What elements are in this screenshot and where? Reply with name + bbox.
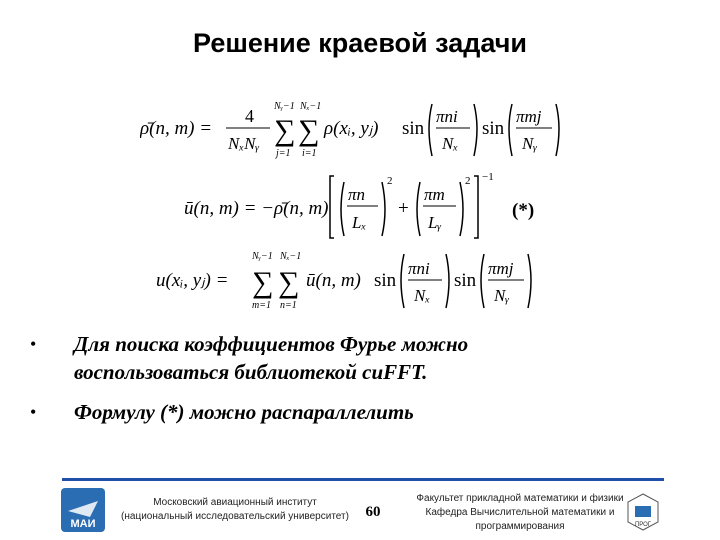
formula-u-power-b: 2 bbox=[465, 175, 471, 187]
formula-u-sin1-den: Nₓ bbox=[414, 286, 431, 305]
formula-rho-sin2-num: πmj bbox=[516, 107, 542, 126]
page-number: 60 bbox=[365, 504, 381, 520]
plus-sign: + bbox=[398, 198, 409, 219]
formula-u-sum2-top: Nₓ−1 bbox=[280, 251, 302, 262]
sum-sign: ∑ bbox=[298, 114, 320, 147]
formula-u-term2-num: πm bbox=[424, 185, 445, 204]
footer-faculty-line2: Кафедра Вычислительной математики и bbox=[425, 507, 615, 518]
mai-logo bbox=[60, 487, 106, 533]
footer-institute bbox=[110, 496, 360, 524]
formula-rho-hat bbox=[140, 96, 570, 164]
formula-u-term1-den: Lₓ bbox=[352, 213, 367, 232]
footer-institute-line2: (национальный исследовательский университет) bbox=[121, 511, 349, 522]
footer-faculty bbox=[404, 492, 636, 534]
sum-sign: ∑ bbox=[252, 266, 274, 299]
formula-u-hat-lhs: ū(n, m) = −ρ̄(n, m) bbox=[184, 198, 329, 219]
formula-u-sin2-den: Nᵧ bbox=[494, 286, 510, 305]
footer-institute-line1: Московский авиационный институт bbox=[153, 497, 317, 508]
footer-faculty-line1: Факультет прикладной математики и физики bbox=[416, 493, 624, 504]
sin-label: sin bbox=[402, 118, 425, 139]
sum-sign: ∑ bbox=[278, 266, 300, 299]
formula-u-hat bbox=[184, 170, 514, 244]
formula-rho-sum1-top: Nᵧ−1 bbox=[274, 101, 295, 112]
formula-star-label: (*) bbox=[512, 200, 535, 221]
sin-label: sin bbox=[482, 118, 505, 139]
formula-rho-body: ρ(xᵢ, yⱼ) bbox=[324, 118, 379, 139]
formula-rho-lhs: ρ̄(n, m) = bbox=[140, 118, 213, 139]
sin-label: sin bbox=[454, 270, 477, 291]
formula-u-body: ū(n, m) bbox=[306, 270, 361, 291]
bullet-marker: • bbox=[30, 334, 37, 354]
formula-rho-sin1-den: Nₓ bbox=[442, 134, 459, 153]
formula-u-sum1-top: Nᵧ−1 bbox=[252, 251, 273, 262]
formula-u-term1-num: πn bbox=[348, 185, 366, 204]
formula-u-sum2-bottom: n=1 bbox=[280, 300, 297, 311]
sin-label: sin bbox=[374, 270, 397, 291]
formula-u-sin2-num: πmj bbox=[488, 259, 514, 278]
formula-rho-factor-num: 4 bbox=[245, 106, 254, 126]
formula-rho-sum2-top: Nₓ−1 bbox=[300, 101, 322, 112]
formula-rho-sin2-den: Nᵧ bbox=[522, 134, 538, 153]
formula-rho-factor-den: NₓNᵧ bbox=[228, 134, 260, 153]
slide-title: Решение краевой задачи bbox=[192, 28, 527, 58]
formula-u-term2-den: Lᵧ bbox=[428, 213, 442, 232]
department-logo bbox=[626, 492, 660, 532]
formula-rho-sum2-bottom: i=1 bbox=[302, 148, 317, 159]
formula-u-sin1-num: πni bbox=[408, 259, 430, 278]
mai-logo-text: МАИ bbox=[70, 518, 96, 530]
formula-rho-sin1-num: πni bbox=[436, 107, 458, 126]
formula-u-sum1-bottom: m=1 bbox=[252, 300, 271, 311]
footer-faculty-line3: программирования bbox=[475, 521, 565, 532]
department-logo-text: ПРОГ bbox=[634, 522, 652, 528]
formula-u-power-a: 2 bbox=[387, 175, 393, 187]
formula-rho-sum1-bottom: j=1 bbox=[276, 148, 291, 159]
sum-sign: ∑ bbox=[274, 114, 296, 147]
bullet-text: Формулу (*) можно распараллелить bbox=[74, 400, 414, 424]
bullet-marker: • bbox=[30, 402, 37, 422]
bullet-text: Для поиска коэффициентов Фурье можно воспользоваться библиотекой cuFFT. bbox=[74, 332, 469, 384]
formula-u-lhs: u(xᵢ, yⱼ) = bbox=[156, 270, 229, 291]
formula-u-power-neg1: −1 bbox=[482, 171, 494, 183]
formula-u bbox=[156, 246, 566, 316]
footer-divider bbox=[62, 478, 664, 481]
